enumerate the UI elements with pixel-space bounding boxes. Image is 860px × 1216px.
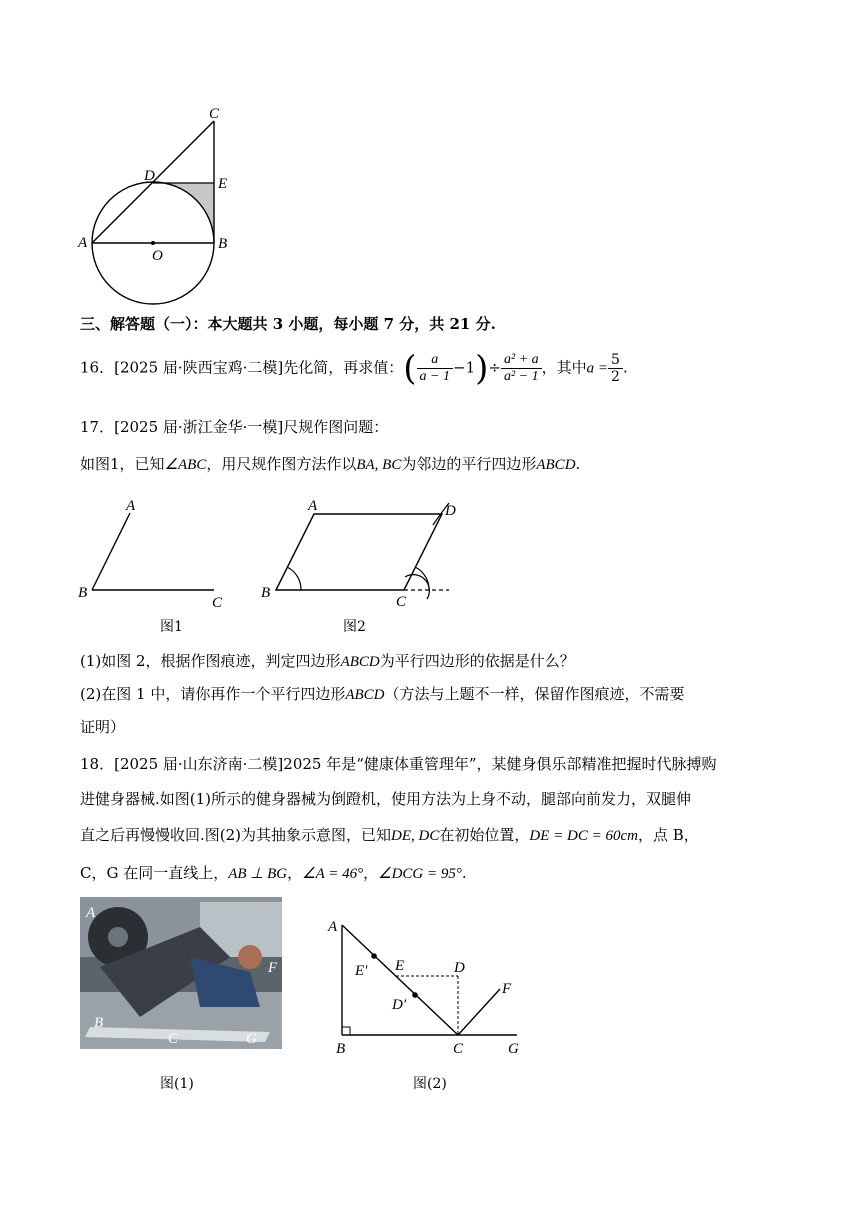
label-o: O xyxy=(152,248,163,264)
photo-label-a: A xyxy=(86,905,96,921)
q17-p1-quad: ABCD xyxy=(340,654,380,670)
question-17-line2 xyxy=(80,453,580,476)
q18-l3-eq: DE = DC = 60cm xyxy=(529,828,638,844)
q17-part2-cont: 证明） xyxy=(80,718,126,736)
q16-source: [2025 届·陕西宝鸡·二模]先化简，再求值： xyxy=(114,358,404,377)
q17-p1-b: 为平行四边形的依据是什么？ xyxy=(379,652,575,670)
q16-where: ，其中 xyxy=(541,358,587,377)
fig2b-label-g: G xyxy=(508,1041,519,1057)
photo-label-c: C xyxy=(168,1031,179,1047)
q17-text-b: ，用尺规作图方法作以 xyxy=(206,455,357,473)
fig2b-label-c: C xyxy=(453,1041,464,1057)
q17-figure-2 xyxy=(255,495,465,613)
q17-p2-quad: ABCD xyxy=(345,687,385,703)
q18-l3-de: DE, DC xyxy=(391,828,440,844)
arc-at-c xyxy=(415,567,429,590)
arc-cross-c xyxy=(405,575,429,599)
q17-text-c: 为邻边的平行四边形 xyxy=(401,455,537,473)
q18-line3 xyxy=(80,824,699,847)
fig1-caption: 图1 xyxy=(160,619,183,635)
fig2-label-d: D xyxy=(445,503,456,519)
q18-line2: 进健身器械.如图(1)所示的健身器械为倒蹬机，使用方法为上身不动，腿部向前发力，双腿伸 xyxy=(80,790,692,808)
q17-text-a: 如图1，已知 xyxy=(80,455,165,473)
question-17-title xyxy=(80,416,388,438)
q18-l4-angA: ∠A = 46° xyxy=(302,866,364,882)
q17-p2-a: (2)在图 1 中，请你再作一个平行四边形 xyxy=(80,685,346,703)
q18-l4-perp: AB ⊥ BG xyxy=(228,866,288,882)
fig2b-label-e: E xyxy=(395,958,405,974)
fig1-label-c: C xyxy=(212,595,223,611)
q18-figure-2 xyxy=(320,915,535,1060)
photo-label-f: F xyxy=(268,960,278,976)
fig2b-label-a: A xyxy=(328,919,338,935)
label-d: D xyxy=(144,168,155,184)
divide-sign: ÷ xyxy=(488,358,501,377)
q18-l4-d: . xyxy=(461,864,467,882)
q17-quad: ABCD xyxy=(536,457,576,473)
leg-press-photo xyxy=(80,897,282,1049)
q18-l4-c: ， xyxy=(363,864,379,882)
q18-caption-1: 图(1) xyxy=(160,1076,194,1092)
label-b: B xyxy=(218,236,228,252)
q17-angle: ∠ABC xyxy=(164,457,207,473)
q18-l4-angD: ∠DCG = 95° xyxy=(378,866,462,882)
label-c: C xyxy=(209,106,220,122)
center-point-o xyxy=(151,241,155,245)
ray-ba xyxy=(92,513,130,590)
q18-l3-c: ，点 B， xyxy=(637,826,699,844)
fig2b-label-f: F xyxy=(502,981,512,997)
q18-line4 xyxy=(80,862,467,885)
arc-at-b xyxy=(287,567,301,590)
fraction-value: $\frac{5}{2}$ xyxy=(608,352,623,385)
q17-figure-1 xyxy=(72,495,242,613)
q18-l4-b: ， xyxy=(287,864,303,882)
right-angle-b xyxy=(342,1027,350,1035)
q17-number: 17． xyxy=(80,418,115,436)
q18-l3-a: 直之后再慢慢收回.图(2)为其抽象示意图，已知 xyxy=(80,826,392,844)
fig2-label-a: A xyxy=(308,498,318,514)
fig2-caption: 图2 xyxy=(343,619,366,635)
q17-part1 xyxy=(80,650,575,673)
q18-l3-b: 在初始位置， xyxy=(439,826,530,844)
q17-p1-a: (1)如图 2，根据作图痕迹，判定四边形 xyxy=(80,652,341,670)
fig2b-label-d: D xyxy=(454,960,465,976)
fig2b-label-e1: E′ xyxy=(355,963,368,979)
fraction-2: $\frac{\text{a² + a}}{\text{a² − 1}}$ xyxy=(501,352,542,385)
fig2b-label-d1: D′ xyxy=(392,997,407,1013)
q18-line1 xyxy=(80,753,717,775)
q18-number: 18． xyxy=(80,755,115,773)
q16-aeq: a = xyxy=(586,360,609,377)
fig2-label-c: C xyxy=(396,594,407,610)
q17-part2 xyxy=(80,683,685,706)
fig1-label-b: B xyxy=(78,585,88,601)
q18-caption-2: 图(2) xyxy=(413,1076,447,1092)
paren-right: ) xyxy=(475,348,489,389)
segment-ac xyxy=(342,925,458,1035)
photo-label-b: B xyxy=(94,1015,104,1031)
point-d-prime xyxy=(412,992,418,998)
q17-text-d: . xyxy=(575,455,581,473)
shaded-region xyxy=(153,183,214,243)
q16-number: 16． xyxy=(80,358,115,377)
fig2b-label-b: B xyxy=(336,1041,346,1057)
paren-left: ( xyxy=(403,348,417,389)
label-a: A xyxy=(78,235,88,251)
photo-label-g: G xyxy=(246,1031,257,1047)
parallelogram-abcd xyxy=(276,514,442,590)
q17-p2-b: （方法与上题不一样，保留作图痕迹，不需要 xyxy=(384,685,685,703)
q18-line1-text: [2025 届·山东济南·二模]2025 年是“健康体重管理年”，某健身俱乐部精准把握时代脉搏购 xyxy=(114,755,717,773)
q17-sides: BA, BC xyxy=(356,457,402,473)
q16-end: . xyxy=(622,358,628,377)
point-e-prime xyxy=(371,953,377,959)
question-16 xyxy=(80,348,628,389)
fig2-label-b: B xyxy=(261,585,271,601)
label-e: E xyxy=(218,176,228,192)
segment-cf xyxy=(458,989,500,1035)
q18-l4-a: C，G 在同一直线上， xyxy=(80,864,229,882)
q17-source: [2025 届·浙江金华·一模]尺规作图问题： xyxy=(114,418,389,436)
fig1-label-a: A xyxy=(126,498,136,514)
circle-tangent-figure xyxy=(70,100,240,310)
fraction-1: $\frac{a}{a - 1}$ xyxy=(417,352,453,385)
minus-one: −1 xyxy=(453,358,476,377)
section-heading: 三、解答题（一）：本大题共 3 小题，每小题 7 分，共 21 分. xyxy=(80,315,496,333)
